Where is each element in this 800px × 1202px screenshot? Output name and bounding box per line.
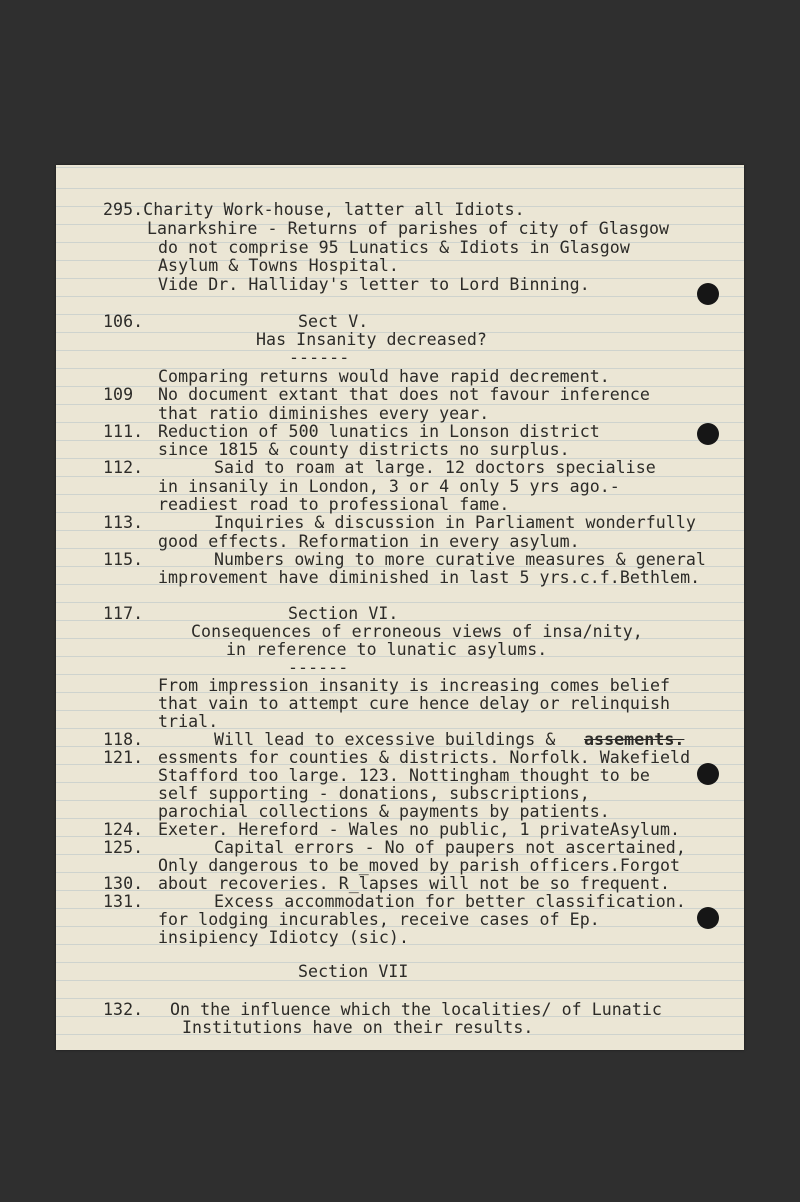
text-line: improvement have diminished in last 5 yrs.c.f.Bethlem.: [158, 568, 701, 587]
text-line: trial.: [158, 712, 219, 731]
line-number: 132.: [103, 1000, 144, 1019]
punch-hole-2: [697, 423, 719, 445]
section-subheading: Consequences of erroneous views of insa/nity,: [191, 622, 643, 641]
typed-page: [56, 165, 744, 1050]
text-line: Will lead to excessive buildings &: [214, 730, 556, 749]
text-line: 295.Charity Work-house, latter all Idiots.: [103, 200, 525, 219]
text-line: Inquiries & discussion in Parliament wonderfully: [214, 513, 696, 532]
line-number: 130.: [103, 874, 144, 893]
line-number: 111.: [103, 422, 144, 441]
text-line: Institutions have on their results.: [182, 1018, 534, 1037]
text-line: Exeter. Hereford - Wales no public, 1 privateAsylum.: [158, 820, 681, 839]
line-number: 118.: [103, 730, 144, 749]
text-line: self supporting - donations, subscriptions,: [158, 784, 590, 803]
section-heading: Sect V.: [298, 312, 369, 331]
line-number: 112.: [103, 458, 144, 477]
line-number: 106.: [103, 312, 144, 331]
section-heading: Section VII: [298, 962, 409, 981]
text-line: Comparing returns would have rapid decrement.: [158, 367, 610, 386]
section-heading: Section VI.: [288, 604, 399, 623]
text-line: insipiency Idiotcy (sic).: [158, 928, 410, 947]
struck-text: assements.: [584, 730, 685, 749]
text-line: Said to roam at large. 12 doctors specialise: [214, 458, 656, 477]
punch-hole-4: [697, 907, 719, 929]
text-line: Asylum & Towns Hospital.: [158, 256, 399, 275]
divider-dashes: ------: [288, 658, 349, 677]
text-line: Capital errors - No of paupers not ascertained,: [214, 838, 686, 857]
text-line: good effects. Reformation in every asylum.: [158, 532, 580, 551]
text-line: Reduction of 500 lunatics in Lonson district: [158, 422, 600, 441]
text-line: Lanarkshire - Returns of parishes of city of Glasgow: [147, 219, 670, 238]
text-line: about recoveries. R_lapses will not be so frequent.: [158, 874, 671, 893]
text-line: that vain to attempt cure hence delay or relinquish: [158, 694, 671, 713]
text-line: Excess accommodation for better classification.: [214, 892, 686, 911]
text-line: in insanily in London, 3 or 4 only 5 yrs ago.-: [158, 477, 620, 496]
line-number: 125.: [103, 838, 144, 857]
text-line: readiest road to professional fame.: [158, 495, 510, 514]
text-line: for lodging incurables, receive cases of Ep.: [158, 910, 600, 929]
text-line: since 1815 & county districts no surplus.: [158, 440, 570, 459]
line-number: 121.: [103, 748, 144, 767]
line-number: 109: [103, 385, 134, 404]
section-subheading: in reference to lunatic asylums.: [226, 640, 548, 659]
divider-dashes: ------: [289, 348, 350, 367]
line-number: 117.: [103, 604, 144, 623]
text-line: do not comprise 95 Lunatics & Idiots in Glasgow: [158, 238, 630, 257]
text-line: No document extant that does not favour inference: [158, 385, 650, 404]
text-line: essments for counties & districts. Norfolk. Wakefield: [158, 748, 691, 767]
text-line: that ratio diminishes every year.: [158, 404, 490, 423]
line-number: 131.: [103, 892, 144, 911]
section-subheading: Has Insanity decreased?: [256, 330, 487, 349]
line-number: 113.: [103, 513, 144, 532]
punch-hole-1: [697, 283, 719, 305]
text-line: Stafford too large. 123. Nottingham thought to be: [158, 766, 650, 785]
text-line: Vide Dr. Halliday's letter to Lord Binning.: [158, 275, 590, 294]
line-number: 124.: [103, 820, 144, 839]
line-number: 115.: [103, 550, 144, 569]
punch-hole-3: [697, 763, 719, 785]
text-line: Only dangerous to be_moved by parish officers.Forgot: [158, 856, 681, 875]
text-line: parochial collections & payments by patients.: [158, 802, 610, 821]
text-line: From impression insanity is increasing comes belief: [158, 676, 671, 695]
text-line: On the influence which the localities/ of Lunatic: [170, 1000, 662, 1019]
text-line: Numbers owing to more curative measures & general: [214, 550, 706, 569]
